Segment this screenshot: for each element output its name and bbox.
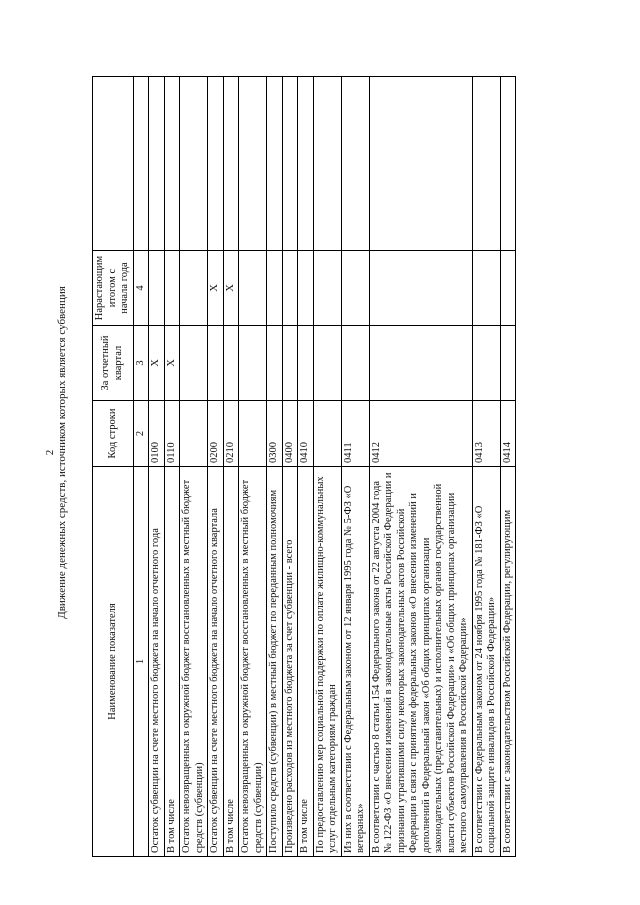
table-header-row (93, 77, 134, 857)
cell-indicator-name: По предоставлению мер социальной поддержки по оплате жилищно-коммунальных услуг отдельным категориям граждан (313, 467, 341, 857)
table-row (149, 77, 165, 857)
cell-reporting-quarter (472, 326, 500, 401)
cell-row-code: 0410 (298, 401, 314, 467)
cell-extra (239, 77, 267, 251)
cell-reporting-quarter (369, 326, 472, 401)
table-row (267, 77, 283, 857)
table-row (472, 77, 500, 857)
column-number: 1 (133, 467, 149, 857)
header-empty (93, 77, 134, 251)
cell-extra (298, 77, 314, 251)
cell-row-code (239, 401, 267, 467)
cell-row-code: 0413 (472, 401, 500, 467)
cell-row-code: 0110 (164, 401, 180, 467)
cell-extra (341, 77, 369, 251)
cell-extra (180, 77, 208, 251)
cell-row-code (313, 401, 341, 467)
cell-indicator-name: В соответствии с законодательством Российской Федерации, регулирующим (500, 467, 516, 857)
cell-extra (500, 77, 516, 251)
cell-year-to-date (500, 251, 516, 326)
table-row (313, 77, 341, 857)
page-number: 2 (44, 449, 56, 456)
cell-reporting-quarter (223, 326, 239, 401)
cell-reporting-quarter: X (164, 326, 180, 401)
table-row (341, 77, 369, 857)
cell-extra (208, 77, 224, 251)
cell-extra (164, 77, 180, 251)
cell-reporting-quarter (239, 326, 267, 401)
cell-year-to-date (369, 251, 472, 326)
cell-reporting-quarter: X (149, 326, 165, 401)
cell-indicator-name: В соответствии с частью 8 статьи 154 Федерального закона от 22 августа 2004 года № 122-ФЗ «О внесении изменений в законодательные акты Российской Федерации и признании утратившими силу некоторых законодательных актов Российской Федерации в связи с принятием федеральных законов «О внесении изменений и дополнений в Федеральный закон «Об общих принципах организации законодательных (представительных) и исполнительных органов государственной власти субъектов Российской Федерации» и «Об общих принципах организации местного самоуправления в Российской Федерации» (369, 467, 472, 857)
cell-row-code: 0200 (208, 401, 224, 467)
header-reporting-quarter: За отчетный квартал (93, 326, 134, 401)
cell-year-to-date (239, 251, 267, 326)
cell-indicator-name: Остаток субвенции на счете местного бюджета на начало отчетного квартала (208, 467, 224, 857)
table-row (223, 77, 239, 857)
cell-extra (369, 77, 472, 251)
table-row (282, 77, 298, 857)
column-number-row (133, 77, 149, 857)
cell-extra (223, 77, 239, 251)
header-indicator-name: Наименование показателя (93, 467, 134, 857)
cell-row-code: 0411 (341, 401, 369, 467)
cell-extra (282, 77, 298, 251)
cell-year-to-date (164, 251, 180, 326)
cash-flow-table (92, 76, 516, 857)
cell-reporting-quarter (313, 326, 341, 401)
cell-indicator-name: В соответствии с Федеральным законом от 24 ноября 1995 года № 181-ФЗ «О социальной защите инвалидов в Российской Федерации» (472, 467, 500, 857)
cell-year-to-date (313, 251, 341, 326)
cell-year-to-date (298, 251, 314, 326)
cell-year-to-date (472, 251, 500, 326)
table-row (369, 77, 472, 857)
cell-indicator-name: Остаток невозвращенных в окружной бюджет восстановленных в местный бюджет средств (субвенции) (239, 467, 267, 857)
cell-indicator-name: В том числе (298, 467, 314, 857)
cell-year-to-date (180, 251, 208, 326)
cell-year-to-date (149, 251, 165, 326)
cell-indicator-name: В том числе (223, 467, 239, 857)
cell-extra (149, 77, 165, 251)
cell-row-code: 0210 (223, 401, 239, 467)
cell-indicator-name: В том числе (164, 467, 180, 857)
cell-extra (267, 77, 283, 251)
column-number (133, 77, 149, 251)
cell-reporting-quarter (267, 326, 283, 401)
cell-indicator-name: Остаток невозвращенных в окружной бюджет восстановленных в местный бюджет средств (субвенции) (180, 467, 208, 857)
cell-row-code: 0412 (369, 401, 472, 467)
cell-reporting-quarter (341, 326, 369, 401)
table-row (500, 77, 516, 857)
cell-row-code: 0300 (267, 401, 283, 467)
cell-indicator-name: Из них в соответствии с Федеральным законом от 12 января 1995 года № 5-ФЗ «О ветеранах» (341, 467, 369, 857)
cell-row-code (180, 401, 208, 467)
header-year-to-date: Нарастающим итогом с начала года (93, 251, 134, 326)
cell-row-code: 0100 (149, 401, 165, 467)
column-number: 3 (133, 326, 149, 401)
table-row (298, 77, 314, 857)
cell-row-code: 0400 (282, 401, 298, 467)
column-number: 4 (133, 251, 149, 326)
cell-year-to-date (341, 251, 369, 326)
cell-indicator-name: Поступило средств (субвенции) в местный бюджет по переданным полномочиям (267, 467, 283, 857)
cell-reporting-quarter (282, 326, 298, 401)
column-number: 2 (133, 401, 149, 467)
cell-extra (313, 77, 341, 251)
cell-reporting-quarter (298, 326, 314, 401)
cell-year-to-date: X (223, 251, 239, 326)
cell-extra (472, 77, 500, 251)
cell-reporting-quarter (208, 326, 224, 401)
cell-year-to-date (267, 251, 283, 326)
cell-year-to-date: X (208, 251, 224, 326)
table-row (164, 77, 180, 857)
cell-indicator-name: Остаток субвенции на счете местного бюджета на начало отчетного года (149, 467, 165, 857)
cell-reporting-quarter (500, 326, 516, 401)
header-row-code: Код строки (93, 401, 134, 467)
cell-reporting-quarter (180, 326, 208, 401)
cell-indicator-name: Произведено расходов из местного бюджета за счет субвенции - всего (282, 467, 298, 857)
cell-year-to-date (282, 251, 298, 326)
table-row (239, 77, 267, 857)
table-caption: Движение денежных средств, источником которых является субвенция (56, 286, 68, 619)
cell-row-code: 0414 (500, 401, 516, 467)
table-row (208, 77, 224, 857)
table-row (180, 77, 208, 857)
